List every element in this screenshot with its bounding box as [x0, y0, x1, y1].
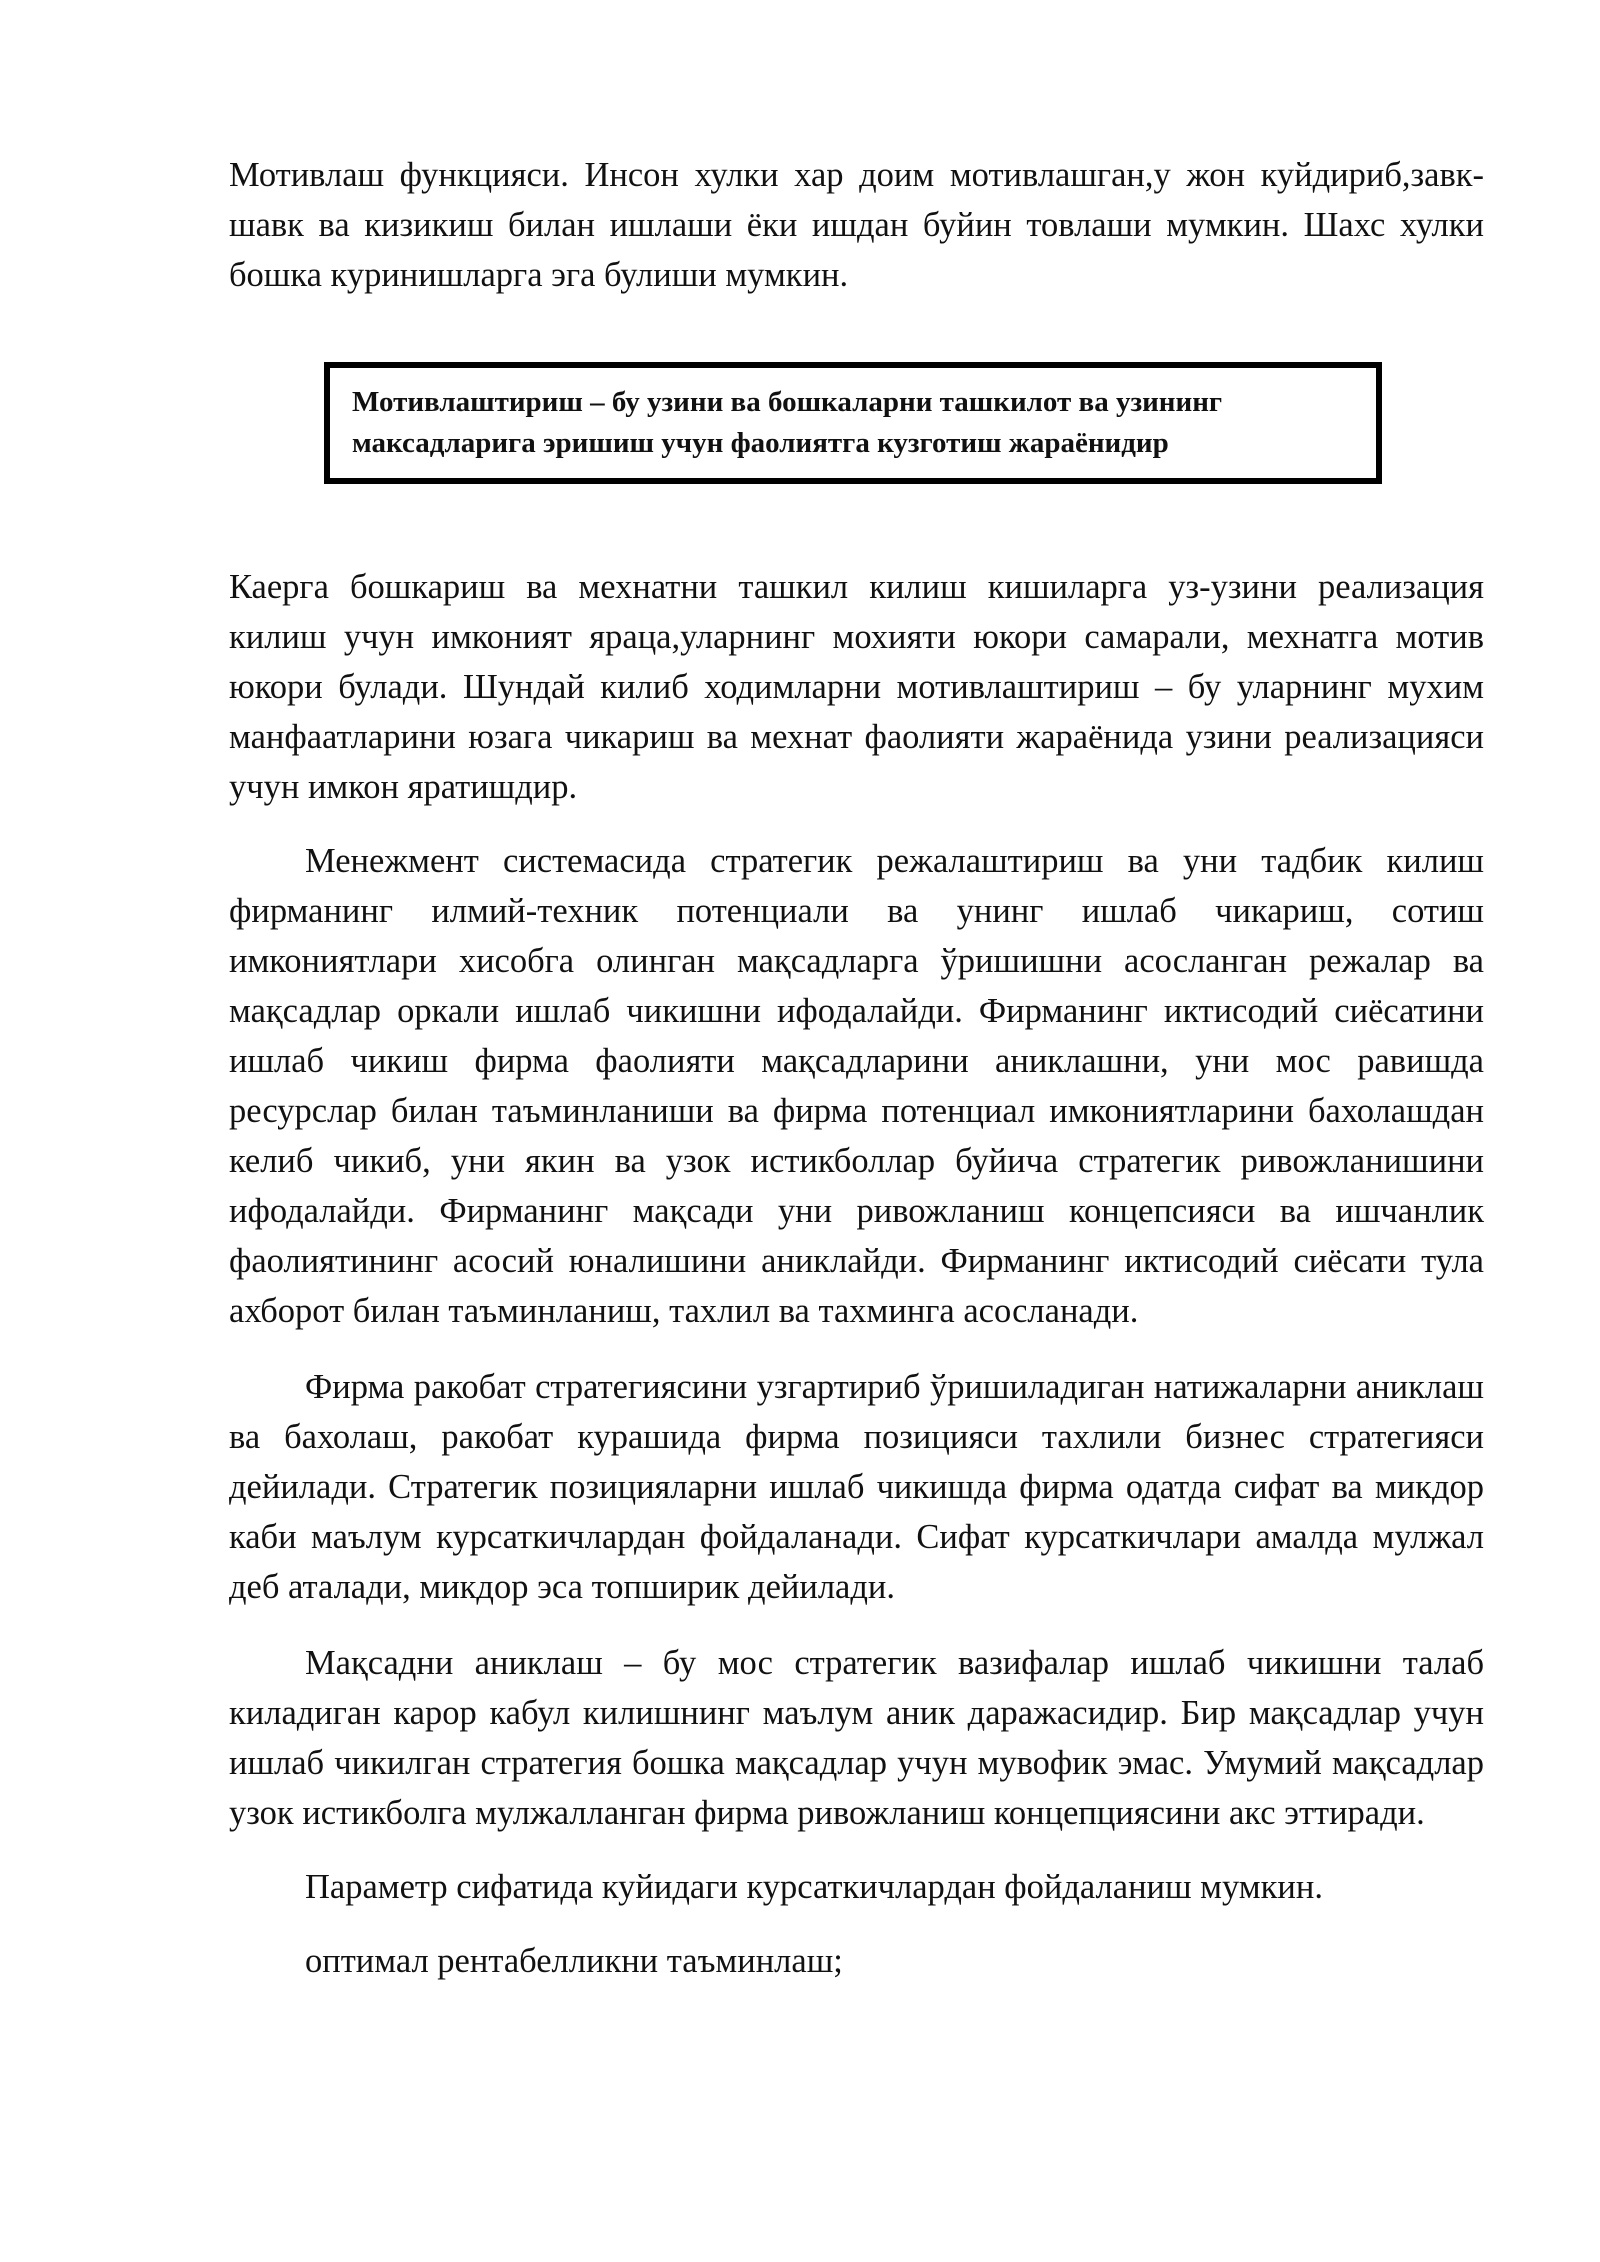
- paragraph-competition-strategy: Фирма ракобат стратегиясини узгартириб ўришиладиган натижаларни аниклаш ва бахолаш, ракобат курашида фирма позицияси тахлили бизнес стратегияси дейилади. Стратегик позицияларни ишлаб чикишда фирма одатда сифат ва микдор каби маълум курсаткичлардан фойдаланади. Сифат курсаткичлари амалда мулжал деб аталади, микдор эса топширик дейилади.: [229, 1368, 1484, 1606]
- paragraph-motivation-function: Мотивлаш функцияси. Инсон хулки хар доим мотивлашган,у жон куйдириб,завк-шавк ва кизикиш билан ишлаши ёки ишдан буйин товлаши мумкин. Шахс хулки бошка куринишларга эга булиши мумкин.: [229, 156, 1484, 294]
- definition-callout-box: Мотивлаштириш – бу узини ва бошкаларни ташкилот ва узининг максадларига эришиш учун фаолиятга кузготиш жараёнидир: [324, 362, 1382, 484]
- paragraph-management-organization: Каерга бошкариш ва мехнатни ташкил килиш кишиларга уз-узини реализация килиш учун имконият яраца,уларнинг мохияти юкори самарали, мехнатга мотив юкори булади. Шундай килиб ходимларни мотивлаштириш – бу уларнинг мухим манфаатларини юзага чикариш ва мехнат фаолияти жараёнида узини реализацияси учун имкон яратишдир.: [229, 568, 1484, 806]
- paragraph-parameters-intro: Параметр сифатида куйидаги курсаткичлардан фойдаланиш мумкин.: [305, 1868, 1323, 1906]
- paragraph-strategic-planning: Менежмент системасида стратегик режалаштириш ва уни тадбик килиш фирманинг илмий-техник потенциали ва унинг ишлаб чикариш, сотиш имкониятлари хисобга олинган мақсадларга ўришишни асосланган режалар ва мақсадлар оркали ишлаб чикишни ифодалайди. Фирманинг иктисодий сиёсатини ишлаб чикиш фирма фаолияти мақсадларини аниклашни, уни мос равишда ресурслар билан таъминланиши ва фирма потенциал имкониятларини бахолашдан келиб чикиб, уни якин ва узок истикболлар буйича стратегик ривожланишини ифодалайди. Фирманинг мақсади уни ривожланиш концепсияси ва ишчанлик фаолиятининг асосий юналишини аниклайди. Фирманинг иктисодий сиёсати тула ахборот билан таъминланиш, тахлил ва тахминга асосланади.: [229, 842, 1484, 1330]
- document-page: [229, 150, 1484, 1986]
- paragraph-goal-definition: Мақсадни аниклаш – бу мос стратегик вазифалар ишлаб чикишни талаб киладиган карор кабул килишнинг маълум аник даражасидир. Бир мақсадлар учун ишлаб чикилган стратегия бошка мақсадлар учун мувофик эмас. Умумий мақсадлар узок истикболга мулжалланган фирма ривожланиш концепциясини акс эттиради.: [229, 1644, 1484, 1832]
- list-item-optimal-profitability: оптимал рентабелликни таъминлаш;: [305, 1942, 843, 1980]
